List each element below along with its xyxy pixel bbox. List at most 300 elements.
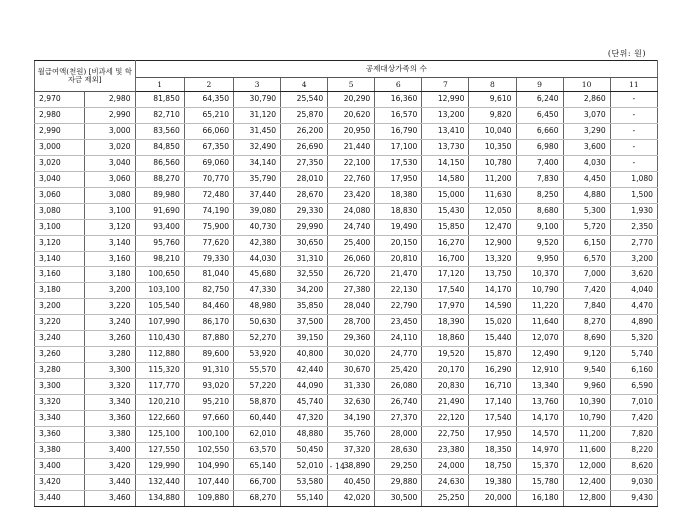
tax-amount-cell: 95,760 [135, 235, 184, 251]
tax-amount-cell: 14,580 [422, 171, 469, 187]
table-row [35, 171, 658, 187]
tax-amount-cell: 1,500 [610, 187, 657, 203]
table-row [35, 427, 658, 443]
tax-amount-cell: 66,700 [234, 474, 281, 490]
tax-amount-cell: 37,320 [328, 442, 375, 458]
tax-amount-cell: 22,120 [422, 411, 469, 427]
tax-amount-cell: 103,100 [135, 283, 184, 299]
range-min-cell: 3,260 [35, 347, 85, 363]
tax-amount-cell: - [610, 107, 657, 123]
tax-amount-cell: 9,610 [469, 92, 516, 108]
tax-amount-cell: 16,790 [375, 123, 422, 139]
tax-amount-cell: 15,850 [422, 219, 469, 235]
tax-amount-cell: 1,930 [610, 203, 657, 219]
table-row [35, 315, 658, 331]
tax-amount-cell: 38,890 [328, 458, 375, 474]
tax-amount-cell: 12,070 [516, 331, 563, 347]
tax-amount-cell: 15,870 [469, 347, 516, 363]
tax-amount-cell: 77,620 [184, 235, 233, 251]
tax-amount-cell: 40,730 [234, 219, 281, 235]
tax-amount-cell: 18,350 [469, 442, 516, 458]
tax-amount-cell: 55,140 [281, 490, 328, 506]
tax-amount-cell: 18,860 [422, 331, 469, 347]
tax-amount-cell: 14,150 [422, 155, 469, 171]
tax-amount-cell: 20,290 [328, 92, 375, 108]
tax-amount-cell: 17,140 [469, 395, 516, 411]
tax-amount-cell: 10,790 [563, 411, 610, 427]
tax-amount-cell: 57,220 [234, 379, 281, 395]
family-count-8: 8 [469, 78, 516, 92]
tax-amount-cell: 16,360 [375, 92, 422, 108]
tax-amount-cell: 68,270 [234, 490, 281, 506]
tax-amount-cell: 11,220 [516, 299, 563, 315]
tax-amount-cell: 63,570 [234, 442, 281, 458]
tax-amount-cell: 4,450 [563, 171, 610, 187]
range-min-cell: 3,000 [35, 139, 85, 155]
tax-amount-cell: 16,570 [375, 107, 422, 123]
tax-amount-cell: 23,380 [422, 442, 469, 458]
range-min-cell: 3,360 [35, 427, 85, 443]
tax-amount-cell: 91,690 [135, 203, 184, 219]
table-row [35, 123, 658, 139]
tax-amount-cell: 30,500 [375, 490, 422, 506]
tax-amount-cell: 17,540 [469, 411, 516, 427]
tax-amount-cell: 28,630 [375, 442, 422, 458]
tax-amount-cell: 29,990 [281, 219, 328, 235]
tax-amount-cell: 12,800 [563, 490, 610, 506]
tax-amount-cell: 9,520 [516, 235, 563, 251]
tax-amount-cell: 81,040 [184, 267, 233, 283]
table-row [35, 347, 658, 363]
tax-amount-cell: 20,830 [422, 379, 469, 395]
tax-amount-cell: 52,010 [281, 458, 328, 474]
range-min-cell: 3,060 [35, 187, 85, 203]
tax-amount-cell: 13,320 [469, 251, 516, 267]
tax-amount-cell: 25,400 [328, 235, 375, 251]
tax-amount-cell: 6,590 [610, 379, 657, 395]
tax-amount-cell: 60,440 [234, 411, 281, 427]
tax-amount-cell: 120,210 [135, 395, 184, 411]
tax-amount-cell: 16,700 [422, 251, 469, 267]
tax-amount-cell: 3,070 [563, 107, 610, 123]
tax-amount-cell: 13,760 [516, 395, 563, 411]
tax-amount-cell: 16,710 [469, 379, 516, 395]
range-max-cell: 3,260 [85, 331, 135, 347]
tax-amount-cell: 53,920 [234, 347, 281, 363]
tax-amount-cell: 10,370 [516, 267, 563, 283]
range-min-cell: 3,320 [35, 395, 85, 411]
range-min-cell: 2,990 [35, 123, 85, 139]
range-max-cell: 3,400 [85, 442, 135, 458]
tax-amount-cell: 21,470 [375, 267, 422, 283]
tax-amount-cell: 34,200 [281, 283, 328, 299]
tax-amount-cell: 8,690 [563, 331, 610, 347]
tax-amount-cell: 23,420 [328, 187, 375, 203]
tax-amount-cell: 30,020 [328, 347, 375, 363]
range-min-cell: 3,100 [35, 219, 85, 235]
tax-amount-cell: 7,420 [610, 411, 657, 427]
tax-amount-cell: 11,630 [469, 187, 516, 203]
tax-amount-cell: 5,740 [610, 347, 657, 363]
tax-amount-cell: 4,030 [563, 155, 610, 171]
tax-amount-cell: 15,440 [469, 331, 516, 347]
tax-amount-cell: 26,060 [328, 251, 375, 267]
tax-amount-cell: 21,440 [328, 139, 375, 155]
tax-amount-cell: 91,310 [184, 363, 233, 379]
tax-amount-cell: 17,540 [422, 283, 469, 299]
tax-amount-cell: 25,540 [281, 92, 328, 108]
table-row [35, 283, 658, 299]
range-max-cell: 3,280 [85, 347, 135, 363]
range-max-cell: 3,040 [85, 155, 135, 171]
range-max-cell: 3,200 [85, 283, 135, 299]
tax-amount-cell: 12,000 [563, 458, 610, 474]
table-row [35, 92, 658, 108]
tax-amount-cell: 3,200 [610, 251, 657, 267]
family-count-11: 11 [610, 78, 657, 92]
tax-amount-cell: 9,120 [563, 347, 610, 363]
tax-amount-cell: 47,320 [281, 411, 328, 427]
range-min-cell: 2,980 [35, 107, 85, 123]
tax-amount-cell: 10,390 [563, 395, 610, 411]
tax-amount-cell: 65,210 [184, 107, 233, 123]
tax-amount-cell: 18,380 [375, 187, 422, 203]
range-max-cell: 3,360 [85, 411, 135, 427]
table-row [35, 219, 658, 235]
tax-amount-cell: 32,490 [234, 139, 281, 155]
table-row [35, 187, 658, 203]
tax-amount-cell: 32,630 [328, 395, 375, 411]
tax-amount-cell: 13,410 [422, 123, 469, 139]
range-max-cell: 3,120 [85, 219, 135, 235]
range-max-cell: 3,380 [85, 427, 135, 443]
family-count-3: 3 [234, 78, 281, 92]
tax-amount-cell: 89,980 [135, 187, 184, 203]
tax-amount-cell: 24,080 [328, 203, 375, 219]
tax-amount-cell: 48,880 [281, 427, 328, 443]
tax-amount-cell: - [610, 139, 657, 155]
tax-amount-cell: 14,970 [516, 442, 563, 458]
range-max-cell: 3,420 [85, 458, 135, 474]
range-min-cell: 3,160 [35, 267, 85, 283]
tax-amount-cell: 14,170 [469, 283, 516, 299]
tax-amount-cell: 30,790 [234, 92, 281, 108]
range-max-cell: 3,000 [85, 123, 135, 139]
tax-amount-cell: 17,530 [375, 155, 422, 171]
tax-amount-cell: 18,390 [422, 315, 469, 331]
tax-amount-cell: 9,540 [563, 363, 610, 379]
table-row [35, 331, 658, 347]
tax-amount-cell: 31,120 [234, 107, 281, 123]
tax-amount-cell: 40,450 [328, 474, 375, 490]
tax-amount-cell: 45,740 [281, 395, 328, 411]
tax-amount-cell: 18,830 [375, 203, 422, 219]
unit-note: (단위: 원) [607, 49, 646, 58]
tax-amount-cell: 105,540 [135, 299, 184, 315]
range-min-cell: 3,040 [35, 171, 85, 187]
salary-range-header: 월급여액(천원) [비과세 및 학자금 제외] [35, 61, 136, 92]
range-max-cell: 3,180 [85, 267, 135, 283]
family-count-6: 6 [375, 78, 422, 92]
tax-amount-cell: 11,600 [563, 442, 610, 458]
tax-amount-cell: 16,180 [516, 490, 563, 506]
tax-amount-cell: 52,270 [234, 331, 281, 347]
tax-amount-cell: 25,250 [422, 490, 469, 506]
tax-amount-cell: 24,770 [375, 347, 422, 363]
tax-amount-cell: 11,200 [469, 171, 516, 187]
tax-amount-cell: 55,570 [234, 363, 281, 379]
tax-amount-cell: 15,000 [422, 187, 469, 203]
tax-amount-cell: 5,720 [563, 219, 610, 235]
tax-amount-cell: 6,660 [516, 123, 563, 139]
range-min-cell: 3,020 [35, 155, 85, 171]
tax-amount-cell: 28,700 [328, 315, 375, 331]
tax-amount-cell: 21,490 [422, 395, 469, 411]
tax-amount-cell: 22,790 [375, 299, 422, 315]
tax-amount-cell: 12,910 [516, 363, 563, 379]
table-row [35, 363, 658, 379]
tax-amount-cell: 8,220 [610, 442, 657, 458]
tax-amount-cell: 30,670 [328, 363, 375, 379]
tax-amount-cell: 24,740 [328, 219, 375, 235]
range-min-cell: 3,080 [35, 203, 85, 219]
tax-amount-cell: 107,990 [135, 315, 184, 331]
tax-amount-cell: 24,630 [422, 474, 469, 490]
tax-amount-cell: 6,450 [516, 107, 563, 123]
tax-amount-cell: 83,560 [135, 123, 184, 139]
tax-amount-cell: 22,130 [375, 283, 422, 299]
range-min-cell: 3,300 [35, 379, 85, 395]
table-row [35, 235, 658, 251]
tax-amount-cell: 12,400 [563, 474, 610, 490]
tax-amount-cell: 13,730 [422, 139, 469, 155]
tax-amount-cell: 39,150 [281, 331, 328, 347]
tax-amount-cell: 4,040 [610, 283, 657, 299]
tax-amount-cell: 65,140 [234, 458, 281, 474]
tax-amount-cell: 6,980 [516, 139, 563, 155]
tax-amount-cell: 42,020 [328, 490, 375, 506]
tax-amount-cell: 40,800 [281, 347, 328, 363]
table-row [35, 203, 658, 219]
tax-amount-cell: 93,400 [135, 219, 184, 235]
tax-amount-cell: 42,440 [281, 363, 328, 379]
tax-amount-cell: 10,790 [516, 283, 563, 299]
range-min-cell: 3,400 [35, 458, 85, 474]
table-row [35, 442, 658, 458]
tax-amount-cell: 12,990 [422, 92, 469, 108]
tax-amount-cell: 11,640 [516, 315, 563, 331]
table-row [35, 474, 658, 490]
table-row [35, 267, 658, 283]
range-max-cell: 3,320 [85, 379, 135, 395]
tax-amount-cell: 9,960 [563, 379, 610, 395]
tax-amount-cell: 24,110 [375, 331, 422, 347]
range-max-cell: 3,020 [85, 139, 135, 155]
tax-amount-cell: 44,030 [234, 251, 281, 267]
tax-amount-cell: 5,300 [563, 203, 610, 219]
tax-amount-cell: 30,650 [281, 235, 328, 251]
tax-amount-cell: 13,750 [469, 267, 516, 283]
range-min-cell: 3,240 [35, 331, 85, 347]
range-min-cell: 3,440 [35, 490, 85, 506]
tax-amount-cell: 9,820 [469, 107, 516, 123]
tax-amount-cell: 89,600 [184, 347, 233, 363]
tax-amount-cell: 10,780 [469, 155, 516, 171]
tax-amount-cell: 8,270 [563, 315, 610, 331]
tax-amount-cell: 20,170 [422, 363, 469, 379]
tax-amount-cell: 27,350 [281, 155, 328, 171]
tax-amount-cell: 2,860 [563, 92, 610, 108]
tax-amount-cell: 66,060 [184, 123, 233, 139]
tax-amount-cell: 97,660 [184, 411, 233, 427]
range-min-cell: 3,120 [35, 235, 85, 251]
tax-amount-cell: 32,550 [281, 267, 328, 283]
tax-amount-cell: 18,750 [469, 458, 516, 474]
tax-amount-cell: 7,840 [563, 299, 610, 315]
tax-amount-cell: 122,660 [135, 411, 184, 427]
tax-amount-cell: 26,200 [281, 123, 328, 139]
range-min-cell: 3,220 [35, 315, 85, 331]
family-count-7: 7 [422, 78, 469, 92]
tax-amount-cell: 28,000 [375, 427, 422, 443]
tax-amount-cell: 12,900 [469, 235, 516, 251]
tax-amount-cell: 72,480 [184, 187, 233, 203]
range-max-cell: 2,980 [85, 92, 135, 108]
tax-amount-cell: 14,590 [469, 299, 516, 315]
tax-amount-cell: 86,560 [135, 155, 184, 171]
tax-amount-cell: 100,650 [135, 267, 184, 283]
range-max-cell: 3,240 [85, 315, 135, 331]
tax-amount-cell: 6,570 [563, 251, 610, 267]
tax-amount-cell: 15,020 [469, 315, 516, 331]
tax-amount-cell: 62,010 [234, 427, 281, 443]
tax-amount-cell: 17,100 [375, 139, 422, 155]
tax-amount-cell: 7,830 [516, 171, 563, 187]
tax-amount-cell: 4,880 [563, 187, 610, 203]
range-min-cell: 2,970 [35, 92, 85, 108]
tax-amount-cell: 75,900 [184, 219, 233, 235]
tax-amount-cell: 100,100 [184, 427, 233, 443]
tax-amount-cell: 26,080 [375, 379, 422, 395]
tax-amount-cell: 58,870 [234, 395, 281, 411]
table-body [35, 92, 658, 507]
tax-amount-cell: 69,060 [184, 155, 233, 171]
family-count-5: 5 [328, 78, 375, 92]
tax-amount-cell: 20,620 [328, 107, 375, 123]
tax-amount-cell: 8,620 [610, 458, 657, 474]
tax-amount-cell: 28,010 [281, 171, 328, 187]
tax-amount-cell: 79,330 [184, 251, 233, 267]
tax-amount-cell: 9,950 [516, 251, 563, 267]
tax-amount-cell: 93,020 [184, 379, 233, 395]
tax-amount-cell: 15,370 [516, 458, 563, 474]
table-row [35, 490, 658, 506]
range-max-cell: 3,100 [85, 203, 135, 219]
tax-amount-cell: 31,330 [328, 379, 375, 395]
table-row [35, 395, 658, 411]
tax-amount-cell: 98,210 [135, 251, 184, 267]
tax-amount-cell: 87,880 [184, 331, 233, 347]
tax-amount-cell: 26,690 [281, 139, 328, 155]
tax-amount-cell: 2,770 [610, 235, 657, 251]
family-count-9: 9 [516, 78, 563, 92]
tax-amount-cell: 84,460 [184, 299, 233, 315]
tax-amount-cell: 10,040 [469, 123, 516, 139]
tax-amount-cell: 11,200 [563, 427, 610, 443]
tax-amount-cell: 22,760 [328, 171, 375, 187]
tax-amount-cell: 39,080 [234, 203, 281, 219]
tax-amount-cell: 109,880 [184, 490, 233, 506]
range-max-cell: 3,300 [85, 363, 135, 379]
tax-amount-cell: 20,150 [375, 235, 422, 251]
tax-amount-cell: 74,190 [184, 203, 233, 219]
tax-amount-cell: 26,720 [328, 267, 375, 283]
tax-amount-cell: 29,360 [328, 331, 375, 347]
range-max-cell: 3,460 [85, 490, 135, 506]
tax-amount-cell: 6,160 [610, 363, 657, 379]
tax-amount-cell: 10,350 [469, 139, 516, 155]
tax-amount-cell: 53,580 [281, 474, 328, 490]
tax-amount-cell: 110,430 [135, 331, 184, 347]
tax-amount-cell: 112,880 [135, 347, 184, 363]
tax-amount-cell: 70,770 [184, 171, 233, 187]
tax-amount-cell: 14,170 [516, 411, 563, 427]
table-row [35, 251, 658, 267]
range-max-cell: 3,440 [85, 474, 135, 490]
tax-amount-cell: 7,420 [563, 283, 610, 299]
tax-amount-cell: 28,040 [328, 299, 375, 315]
tax-amount-cell: 34,140 [234, 155, 281, 171]
tax-amount-cell: 37,500 [281, 315, 328, 331]
tax-amount-cell: 26,740 [375, 395, 422, 411]
tax-amount-cell: 6,150 [563, 235, 610, 251]
tax-amount-cell: 44,090 [281, 379, 328, 395]
tax-amount-cell: 81,850 [135, 92, 184, 108]
family-count-4: 4 [281, 78, 328, 92]
tax-amount-cell: 104,990 [184, 458, 233, 474]
tax-amount-cell: 20,000 [469, 490, 516, 506]
tax-amount-cell: 88,270 [135, 171, 184, 187]
range-min-cell: 3,280 [35, 363, 85, 379]
tax-amount-cell: 17,970 [422, 299, 469, 315]
table-row [35, 107, 658, 123]
tax-amount-cell: 2,350 [610, 219, 657, 235]
tax-amount-cell: 3,290 [563, 123, 610, 139]
range-max-cell: 3,080 [85, 187, 135, 203]
range-max-cell: 3,060 [85, 171, 135, 187]
tax-amount-cell: 102,550 [184, 442, 233, 458]
tax-amount-cell: 7,000 [563, 267, 610, 283]
tax-amount-cell: 16,290 [469, 363, 516, 379]
range-min-cell: 3,200 [35, 299, 85, 315]
family-count-header: 공제대상가족의 수 [135, 61, 657, 78]
tax-amount-cell: 7,010 [610, 395, 657, 411]
tax-amount-cell: 82,750 [184, 283, 233, 299]
tax-amount-cell: 35,850 [281, 299, 328, 315]
tax-amount-cell: 8,680 [516, 203, 563, 219]
tax-amount-cell: 19,490 [375, 219, 422, 235]
tax-amount-cell: 84,850 [135, 139, 184, 155]
family-count-1: 1 [135, 78, 184, 92]
tax-amount-cell: 64,350 [184, 92, 233, 108]
tax-amount-cell: 13,200 [422, 107, 469, 123]
tax-amount-cell: 67,350 [184, 139, 233, 155]
tax-amount-cell: 8,250 [516, 187, 563, 203]
tax-amount-cell: - [610, 92, 657, 108]
tax-amount-cell: 29,880 [375, 474, 422, 490]
tax-amount-cell: - [610, 155, 657, 171]
tax-amount-cell: 9,430 [610, 490, 657, 506]
